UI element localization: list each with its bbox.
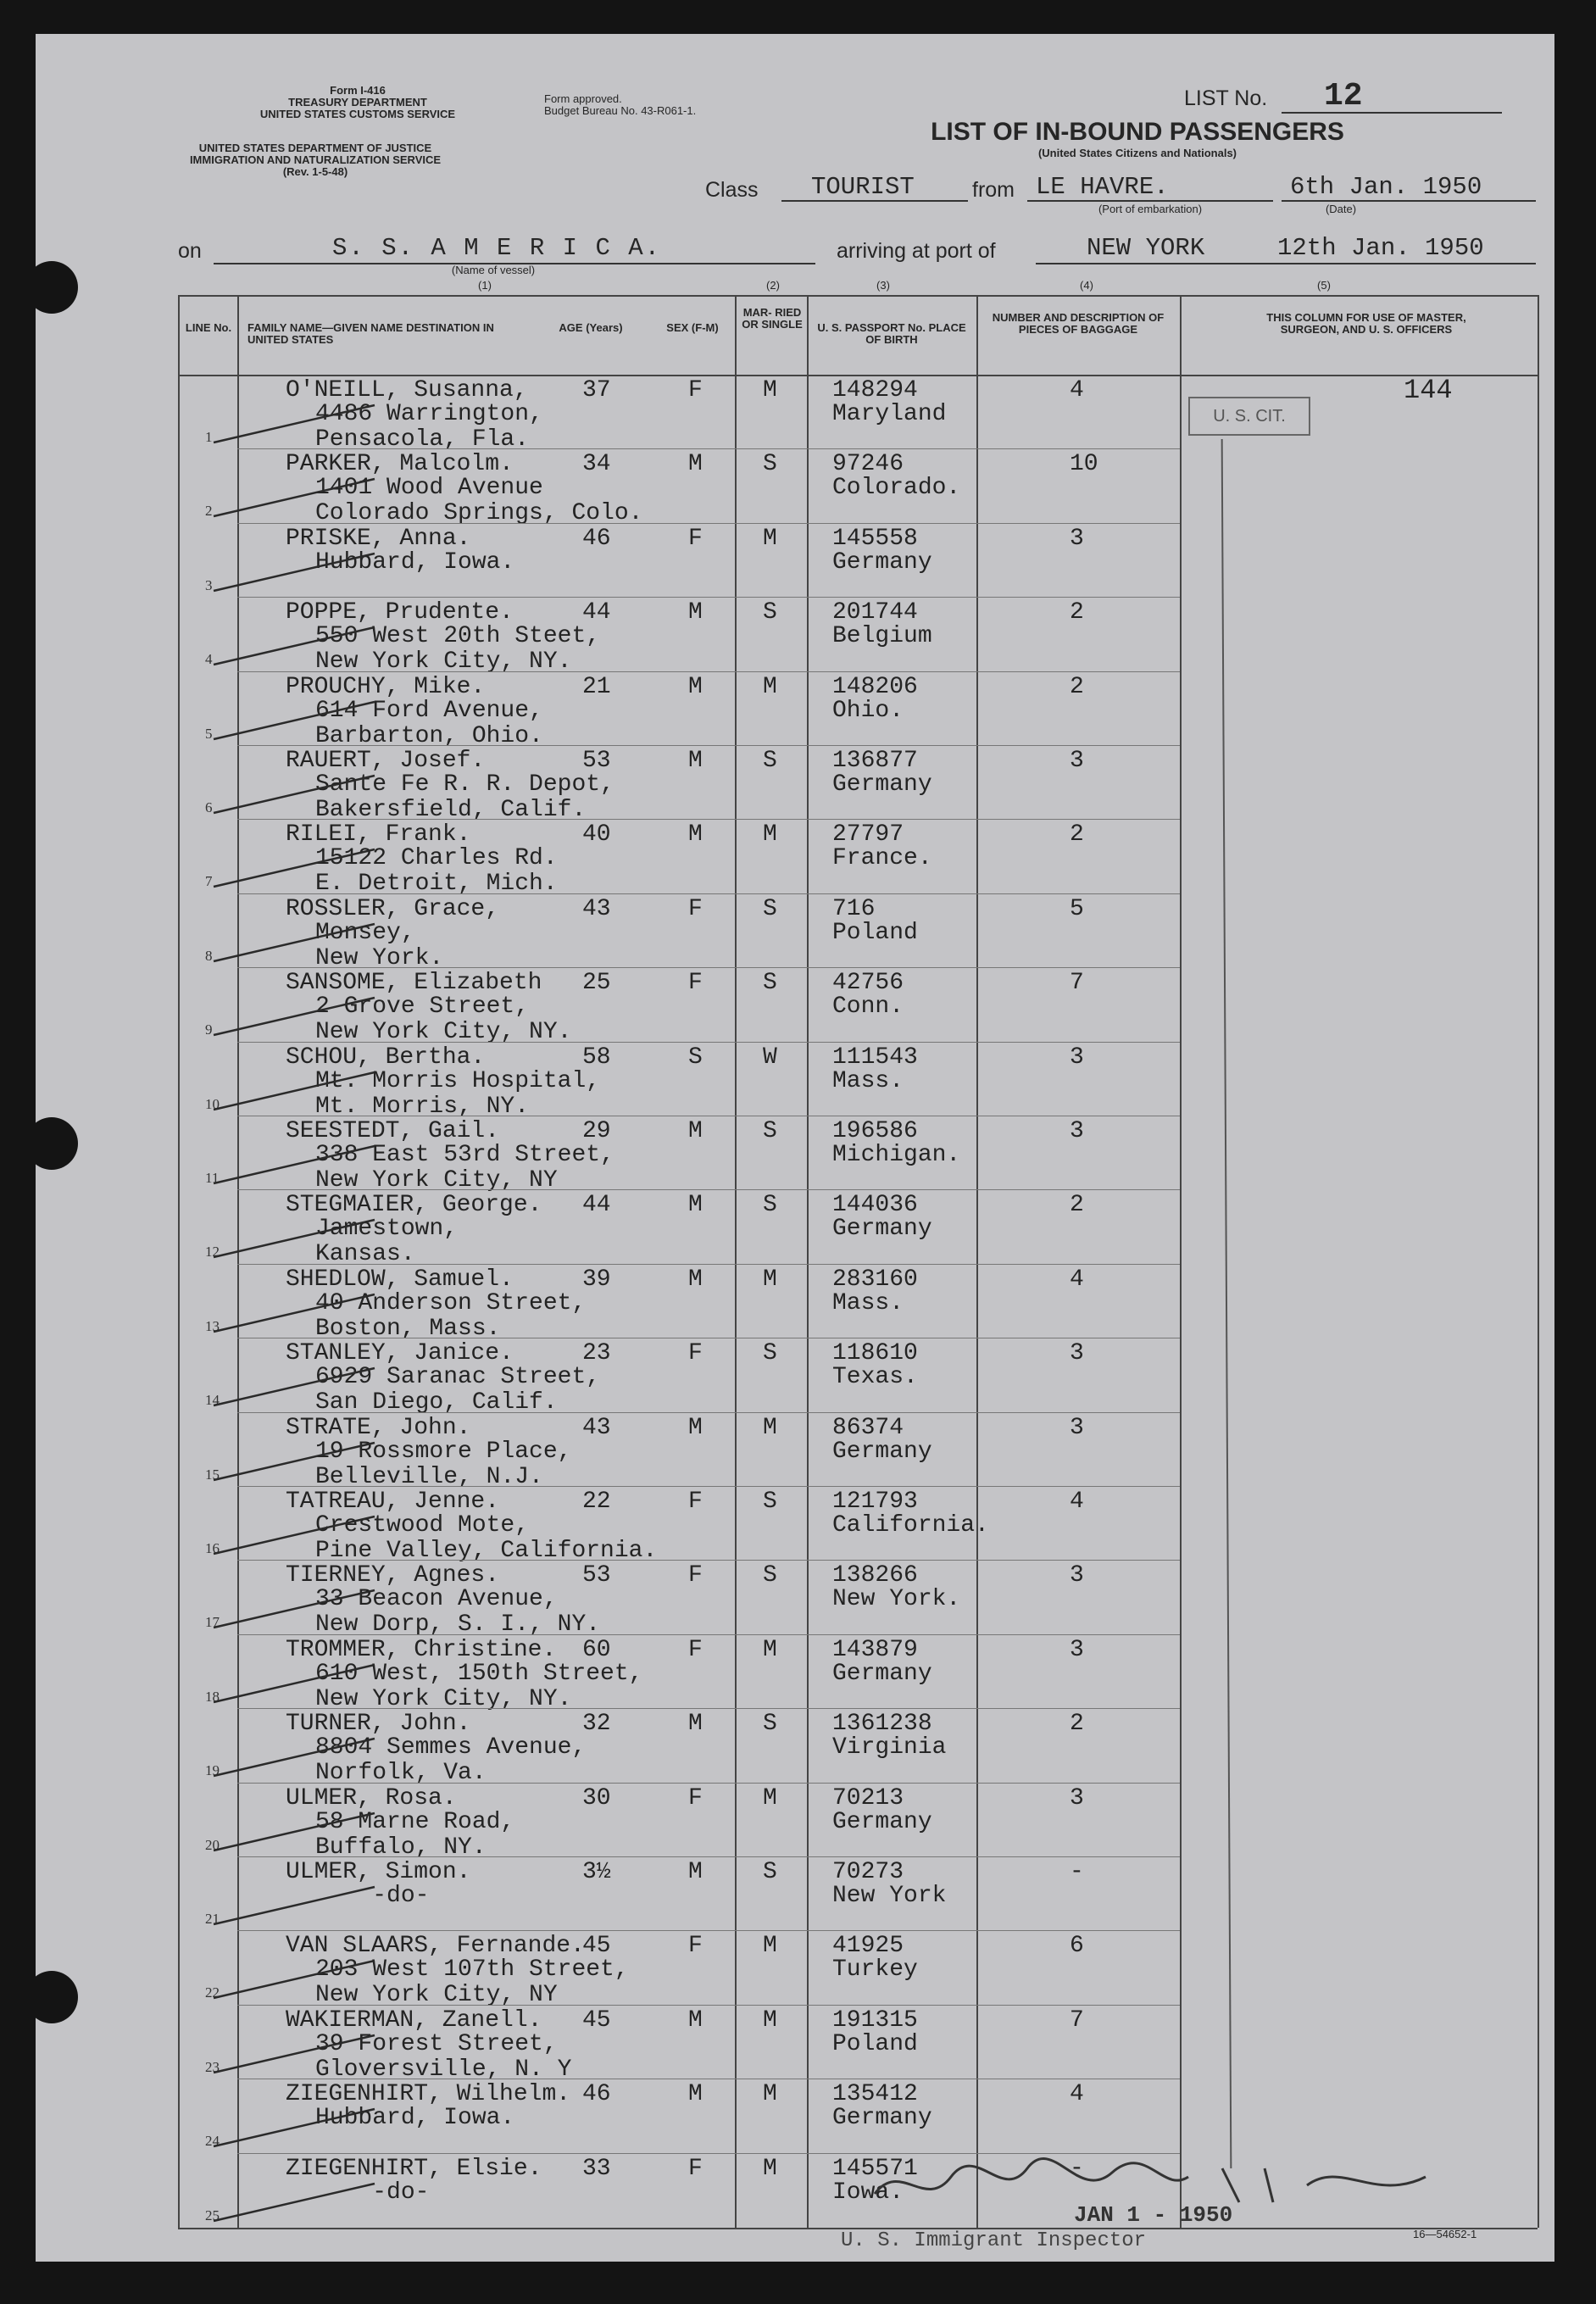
place-of-birth: Conn. [832,993,904,1021]
line-number: 3 [205,576,213,593]
passenger-marital-status: W [763,1043,777,1071]
passenger-marital-status: M [763,1784,777,1811]
place-of-birth: Germany [832,1438,932,1465]
passenger-age: 53 [582,1562,611,1589]
check-mark [205,1289,392,1340]
baggage-count: 5 [1070,895,1084,922]
date-stamp: JAN 1 - 1950 [1074,2202,1233,2228]
passport-number: 148294 [832,377,918,403]
list-no-label: LIST No. [1184,86,1268,110]
passenger-name: SHEDLOW, Samuel. [286,1266,514,1293]
from-label: from [972,178,1015,202]
passenger-age: 33 [582,2155,611,2182]
passport-number: 118610 [832,1340,918,1367]
line-number: 4 [205,651,213,668]
passenger-age: 43 [582,895,611,922]
line-number: 10 [205,1095,220,1112]
line-number: 21 [205,1911,220,1927]
line-number: 19 [205,1762,220,1779]
ins-label: IMMIGRATION AND NATURALIZATION SERVICE [189,153,442,166]
passenger-name: RILEI, Frank. [286,821,471,849]
passenger-name: PROUCHY, Mike. [286,673,486,700]
check-mark [205,697,392,748]
line-number: 22 [205,1984,220,2001]
check-mark [205,844,392,895]
baggage-count: 3 [1070,1414,1084,1441]
col-officers: THIS COLUMN FOR USE OF MASTER, SURGEON, AND U. S. OFFICERS [1266,311,1466,336]
passenger-destination: Sante Fe R. R. Depot, Bakersfield, Calif. [315,771,614,823]
line-number: 16 [205,1540,220,1556]
passenger-name: ROSSLER, Grace, [286,895,500,922]
passenger-marital-status: S [763,1562,777,1589]
baggage-count: 2 [1070,673,1084,700]
passenger-sex: F [688,1636,703,1663]
class-label: Class [705,178,759,202]
pencil-line [1221,439,1232,2168]
passenger-destination: 1401 Wood Avenue Colorado Springs, Colo. [315,475,643,527]
passenger-sex: M [688,821,703,849]
line-number: 25 [205,2207,220,2223]
passenger-marital-status: S [763,748,777,774]
passenger-destination: 15122 Charles Rd. E. Detroit, Mich. [315,845,558,898]
passenger-marital-status: M [763,1414,777,1441]
passport-number: 136877 [832,748,918,774]
justice-label: UNITED STATES DEPARTMENT OF JUSTICE [198,142,432,154]
passenger-name: ULMER, Simon. [286,1859,471,1885]
passenger-age: 30 [582,1784,611,1811]
column-number: (4) [1080,279,1093,292]
arrival-port: NEW YORK [1087,234,1205,262]
col-age: AGE (Years) [559,321,623,334]
col-line-no: LINE No. [185,321,232,334]
passenger-destination: Crestwood Mote, Pine Valley, California. [315,1512,658,1564]
passport-number: 145558 [832,525,918,552]
place-of-birth: Michigan. [832,1142,961,1168]
passenger-name: PRISKE, Anna. [286,525,471,552]
place-of-birth: Belgium [832,623,932,650]
vessel-name: S. S. A M E R I C A. [332,234,662,262]
passenger-name: ULMER, Rosa. [286,1784,457,1811]
passenger-name: VAN SLAARS, Fernande. [286,1933,585,1960]
passenger-destination: 19 Rossmore Place, Belleville, N.J. [315,1438,572,1490]
passenger-marital-status: M [763,2081,777,2108]
passenger-destination: 33 Beacon Avenue, New Dorp, S. I., NY. [315,1586,601,1639]
punch-hole [25,261,78,314]
baggage-count: 10 [1070,451,1098,478]
passenger-destination: 203 West 107th Street, New York City, NY [315,1956,629,2009]
column-number: (1) [478,279,492,292]
passenger-sex: M [688,451,703,478]
passenger-name: RAUERT, Josef. [286,748,486,774]
check-mark [205,1438,392,1489]
passenger-sex: F [688,1562,703,1589]
passenger-destination: -do- [315,1883,430,1909]
passenger-sex: M [688,673,703,700]
passport-number: 135412 [832,2081,918,2108]
passenger-marital-status: M [763,673,777,700]
port-caption: (Port of embarkation) [1098,203,1203,215]
passenger-sex: M [688,2006,703,2034]
check-mark [205,1363,392,1414]
baggage-count: 3 [1070,1562,1084,1589]
baggage-count: 3 [1070,1043,1084,1071]
passenger-marital-status: S [763,451,777,478]
passenger-sex: F [688,2155,703,2182]
passenger-age: 39 [582,1266,611,1293]
passenger-destination: Monsey, New York. [315,919,444,971]
baggage-count: 2 [1070,599,1084,626]
passenger-age: 21 [582,673,611,700]
line-number: 11 [205,1170,220,1186]
passport-number: 97246 [832,451,904,478]
col-sex: SEX (F-M) [666,321,719,334]
place-of-birth: Poland [832,2030,918,2057]
baggage-count: 7 [1070,970,1084,997]
line-number: 13 [205,1317,220,1334]
check-mark [205,622,392,673]
place-of-birth: Germany [832,771,932,798]
baggage-count: 2 [1070,1192,1084,1219]
passenger-age: 44 [582,1192,611,1219]
arriving-label: arriving at port of [837,239,996,263]
passenger-marital-status: M [763,525,777,552]
passport-number: 716 [832,895,876,922]
line-number: 14 [205,1392,220,1409]
passport-number: 42756 [832,970,904,997]
place-of-birth: Texas. [832,1364,918,1391]
passport-number: 196586 [832,1118,918,1144]
passenger-sex: M [688,1192,703,1219]
line-number: 5 [205,725,213,742]
col-baggage: NUMBER AND DESCRIPTION OF PIECES OF BAGGAGE [992,311,1165,336]
passenger-destination: 550 West 20th Steet, New York City, NY. [315,623,601,676]
passenger-name: ZIEGENHIRT, Wilhelm. [286,2081,571,2108]
passenger-destination: Hubbard, Iowa. [315,548,515,576]
passenger-destination: 8804 Semmes Avenue, Norfolk, Va. [315,1734,587,1787]
passenger-sex: F [688,1489,703,1515]
manifest-sheet [36,34,1554,2262]
passport-number: 145571 [832,2155,918,2182]
check-mark [205,2030,392,2081]
passenger-name: POPPE, Prudente. [286,599,514,626]
check-mark [205,1808,392,1859]
line-number: 23 [205,2058,220,2075]
check-mark [205,1067,392,1118]
line-number: 2 [205,503,213,520]
passenger-sex: M [688,1118,703,1144]
check-mark [205,1956,392,2006]
treasury-label: TREASURY DEPARTMENT [288,96,427,109]
passenger-age: 43 [582,1414,611,1441]
passenger-name: SANSOME, Elizabeth [286,970,542,997]
passenger-marital-status: S [763,1859,777,1885]
passenger-name: SCHOU, Bertha. [286,1043,486,1071]
baggage-count: 3 [1070,748,1084,774]
inspector-label: U. S. Immigrant Inspector [841,2229,1147,2252]
baggage-count: - [1070,2155,1084,2182]
citizen-stamp: U. S. CIT. [1188,397,1310,436]
baggage-count: 2 [1070,1711,1084,1738]
passenger-age: 44 [582,599,611,626]
budget-bureau: Budget Bureau No. 43-R061-1. [544,104,697,117]
passenger-age: 22 [582,1489,611,1515]
form-subtitle: (United States Citizens and Nationals) [1037,147,1237,159]
check-mark [205,2179,392,2229]
passenger-name: PARKER, Malcolm. [286,451,514,478]
passenger-marital-status: S [763,599,777,626]
passenger-marital-status: M [763,2006,777,2034]
passenger-age: 45 [582,1933,611,1960]
passenger-destination: 610 West, 150th Street, New York City, NY. [315,1660,643,1712]
place-of-birth: Germany [832,548,932,576]
passenger-name: STEGMAIER, George. [286,1192,542,1219]
passport-number: 1361238 [832,1711,932,1738]
place-of-birth: Virginia [832,1734,947,1761]
passenger-marital-status: M [763,1266,777,1293]
passport-number: 27797 [832,821,904,849]
check-mark [205,1882,392,1933]
passport-number: 121793 [832,1489,918,1515]
form-code: 16—54652-1 [1413,2228,1477,2240]
passenger-destination: Mt. Morris Hospital, Mt. Morris, NY. [315,1067,601,1120]
port-of-embarkation: LE HAVRE. [1036,173,1169,201]
passenger-destination: 6929 Saranac Street, San Diego, Calif. [315,1364,601,1416]
passenger-destination: 2 Grove Street, New York City, NY. [315,993,572,1046]
passenger-name: TATREAU, Jenne. [286,1489,500,1515]
place-of-birth: New York. [832,1586,961,1613]
passenger-age: 58 [582,1043,611,1071]
passport-number: 144036 [832,1192,918,1219]
passenger-destination: -do- [315,2179,430,2206]
passenger-sex: F [688,1784,703,1811]
passenger-marital-status: M [763,1636,777,1663]
check-mark [205,2104,392,2155]
passenger-marital-status: M [763,377,777,403]
baggage-count: 3 [1070,525,1084,552]
passenger-name: STANLEY, Janice. [286,1340,514,1367]
form-number: Form I-416 [330,84,386,97]
baggage-count: 3 [1070,1784,1084,1811]
passenger-name: TIERNEY, Agnes. [286,1562,500,1589]
line-number: 12 [205,1244,220,1261]
baggage-count: 7 [1070,2006,1084,2034]
place-of-birth: Germany [832,1808,932,1835]
passport-number: 201744 [832,599,918,626]
passenger-marital-status: S [763,1340,777,1367]
passenger-marital-status: S [763,1118,777,1144]
passport-number: 143879 [832,1636,918,1663]
place-of-birth: Germany [832,2105,932,2132]
line-number: 17 [205,1614,220,1631]
customs-label: UNITED STATES CUSTOMS SERVICE [259,108,456,120]
place-of-birth: Ohio. [832,697,904,724]
baggage-count: 6 [1070,1933,1084,1960]
check-mark [205,548,392,599]
line-number: 15 [205,1466,220,1483]
passenger-sex: F [688,525,703,552]
passport-number: 111543 [832,1043,918,1071]
passenger-sex: F [688,377,703,403]
passenger-age: 46 [582,2081,611,2108]
passport-number: 148206 [832,673,918,700]
passenger-name: TURNER, John. [286,1711,471,1738]
place-of-birth: Poland [832,919,918,946]
passenger-destination: 338 East 53rd Street, New York City, NY [315,1142,614,1194]
list-no-value: 12 [1324,78,1363,114]
passenger-age: 25 [582,970,611,997]
passenger-sex: S [688,1043,703,1071]
passenger-name: TROMMER, Christine. [286,1636,557,1663]
place-of-birth: Maryland [832,401,947,427]
check-mark [205,1511,392,1562]
passenger-destination: 614 Ford Avenue, Barbarton, Ohio. [315,697,543,749]
passenger-sex: F [688,895,703,922]
baggage-count: 4 [1070,2081,1084,2108]
check-mark [205,1585,392,1636]
check-mark [205,1660,392,1711]
passenger-age: 40 [582,821,611,849]
check-mark [205,993,392,1043]
passenger-age: 60 [582,1636,611,1663]
baggage-count: - [1070,1859,1084,1885]
col-married: MAR- RIED OR SINGLE [742,306,803,331]
baggage-count: 2 [1070,821,1084,849]
column-number: (5) [1317,279,1331,292]
check-mark [205,771,392,821]
passport-number: 41925 [832,1933,904,1960]
check-mark [205,474,392,525]
place-of-birth: France. [832,845,932,872]
departure-date: 6th Jan. 1950 [1290,173,1482,201]
passenger-marital-status: S [763,1711,777,1738]
baggage-count: 4 [1070,377,1084,403]
passenger-marital-status: M [763,2155,777,2182]
passenger-name: WAKIERMAN, Zanell. [286,2006,542,2034]
passenger-sex: F [688,970,703,997]
passenger-sex: M [688,748,703,774]
baggage-count: 4 [1070,1489,1084,1515]
passenger-age: 23 [582,1340,611,1367]
passenger-marital-status: M [763,821,777,849]
form-approved: Form approved. [544,92,622,105]
passenger-age: 3½ [582,1859,611,1885]
passport-number: 70273 [832,1859,904,1885]
place-of-birth: Germany [832,1216,932,1243]
passenger-sex: F [688,1933,703,1960]
line-number: 24 [205,2133,220,2150]
passport-number: 70213 [832,1784,904,1811]
column-number: (2) [766,279,780,292]
place-of-birth: New York [832,1883,947,1909]
class-value: TOURIST [811,173,915,201]
baggage-count: 4 [1070,1266,1084,1293]
place-of-birth: California. [832,1512,989,1539]
vessel-caption: (Name of vessel) [451,264,536,276]
check-mark [205,1215,392,1266]
arrival-date: 12th Jan. 1950 [1277,234,1484,262]
line-number: 6 [205,799,213,815]
passenger-destination: 58 Marne Road, Buffalo, NY. [315,1808,515,1861]
passenger-name: SEESTEDT, Gail. [286,1118,500,1144]
passenger-sex: M [688,599,703,626]
passenger-age: 45 [582,2006,611,2034]
line-number: 1 [205,429,213,445]
passenger-age: 32 [582,1711,611,1738]
place-of-birth: Turkey [832,1956,918,1984]
check-mark [205,919,392,970]
passport-number: 138266 [832,1562,918,1589]
passenger-destination: 40 Anderson Street, Boston, Mass. [315,1289,587,1342]
passenger-marital-status: M [763,1933,777,1960]
check-mark [205,400,392,451]
baggage-count: 3 [1070,1118,1084,1144]
passenger-marital-status: S [763,1192,777,1219]
rev-label: (Rev. 1-5-48) [282,165,348,178]
col-name: FAMILY NAME—GIVEN NAME DESTINATION IN UNITED STATES [247,321,494,346]
line-number: 20 [205,1836,220,1853]
punch-hole [25,1971,78,2023]
date-caption: (Date) [1325,203,1357,215]
passenger-sex: M [688,1859,703,1885]
passenger-age: 37 [582,377,611,403]
line-number: 7 [205,873,213,890]
place-of-birth: Germany [832,1660,932,1687]
passenger-sex: M [688,1711,703,1738]
passport-number: 283160 [832,1266,918,1293]
form-title: LIST OF IN-BOUND PASSENGERS [931,118,1344,146]
passport-number: 191315 [832,2006,918,2034]
column-number: (3) [876,279,890,292]
annotation-number: 144 [1404,375,1453,406]
baggage-count: 3 [1070,1340,1084,1367]
passenger-destination: 4486 Warrington, Pensacola, Fla. [315,401,543,453]
line-number: 18 [205,1688,220,1705]
line-number: 8 [205,947,213,964]
col-passport: U. S. PASSPORT No. PLACE OF BIRTH [817,321,966,346]
place-of-birth: Colorado. [832,475,961,502]
passenger-name: ZIEGENHIRT, Elsie. [286,2155,542,2182]
passenger-age: 53 [582,748,611,774]
on-label: on [178,239,202,263]
passenger-marital-status: S [763,895,777,922]
inspector-signature [866,2143,1460,2219]
passenger-marital-status: S [763,1489,777,1515]
passenger-destination: 39 Forest Street, Gloversville, N. Y [315,2030,572,2083]
check-mark [205,1734,392,1784]
passport-number: 86374 [832,1414,904,1441]
check-mark [205,1141,392,1192]
passenger-sex: M [688,1414,703,1441]
place-of-birth: Iowa. [832,2179,904,2206]
baggage-count: 3 [1070,1636,1084,1663]
passenger-name: STRATE, John. [286,1414,471,1441]
passenger-sex: F [688,1340,703,1367]
passenger-destination: Hubbard, Iowa. [315,2105,515,2132]
line-number: 9 [205,1021,213,1038]
passenger-sex: M [688,2081,703,2108]
place-of-birth: Mass. [832,1067,904,1094]
passenger-name: O'NEILL, Susanna, [286,377,528,403]
passenger-age: 46 [582,525,611,552]
place-of-birth: Mass. [832,1289,904,1316]
passenger-age: 34 [582,451,611,478]
passenger-destination: Jamestown, Kansas. [315,1216,459,1268]
passenger-sex: M [688,1266,703,1293]
punch-hole [25,1117,78,1170]
passenger-age: 29 [582,1118,611,1144]
passenger-marital-status: S [763,970,777,997]
